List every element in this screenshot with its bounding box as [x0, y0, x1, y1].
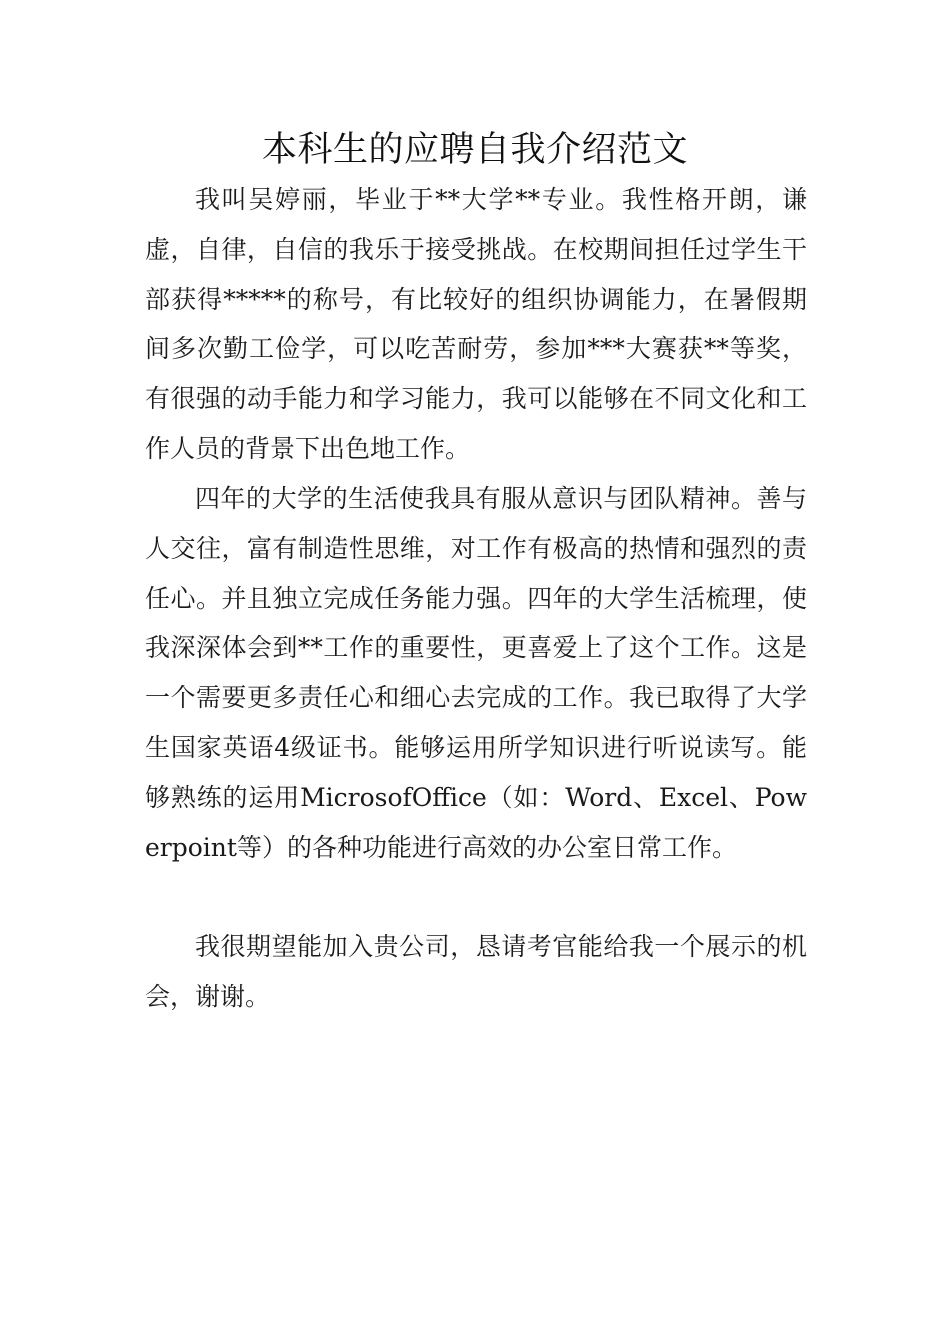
paragraph-3: 我很期望能加入贵公司，恳请考官能给我一个展示的机会，谢谢。: [145, 932, 807, 1011]
paragraph-2: 四年的大学的生活使我具有服从意识与团队精神。善与人交往，富有制造性思维，对工作有极高的热情和强烈的责任心。并且独立完成任务能力强。四年的大学生活梳理，使我深深体会到**工作的重要性，更喜爱上了这个工作。这是一个需要更多责任心和细心去完成的工作。我已取得了大学生国家英语4级证书。能够运用所学知识进行听说读写。能够熟练的运用MicrosofOffice（如：Word、Excel、Powerpoint等）的各种功能进行高效的办公室日常工作。: [145, 484, 807, 862]
document-title: 本科生的应聘自我介绍范文: [261, 130, 688, 170]
paragraph-1: 我叫吴婷丽，毕业于**大学**专业。我性格开朗，谦虚，自律，自信的我乐于接受挑战。在校期间担任过学生干部获得*****的称号，有比较好的组织协调能力，在暑假期间多次勤工俭学，可以吃苦耐劳，参加***大赛获**等奖，有很强的动手能力和学习能力，我可以能够在不同文化和工作人员的背景下出色地工作。: [145, 185, 807, 463]
